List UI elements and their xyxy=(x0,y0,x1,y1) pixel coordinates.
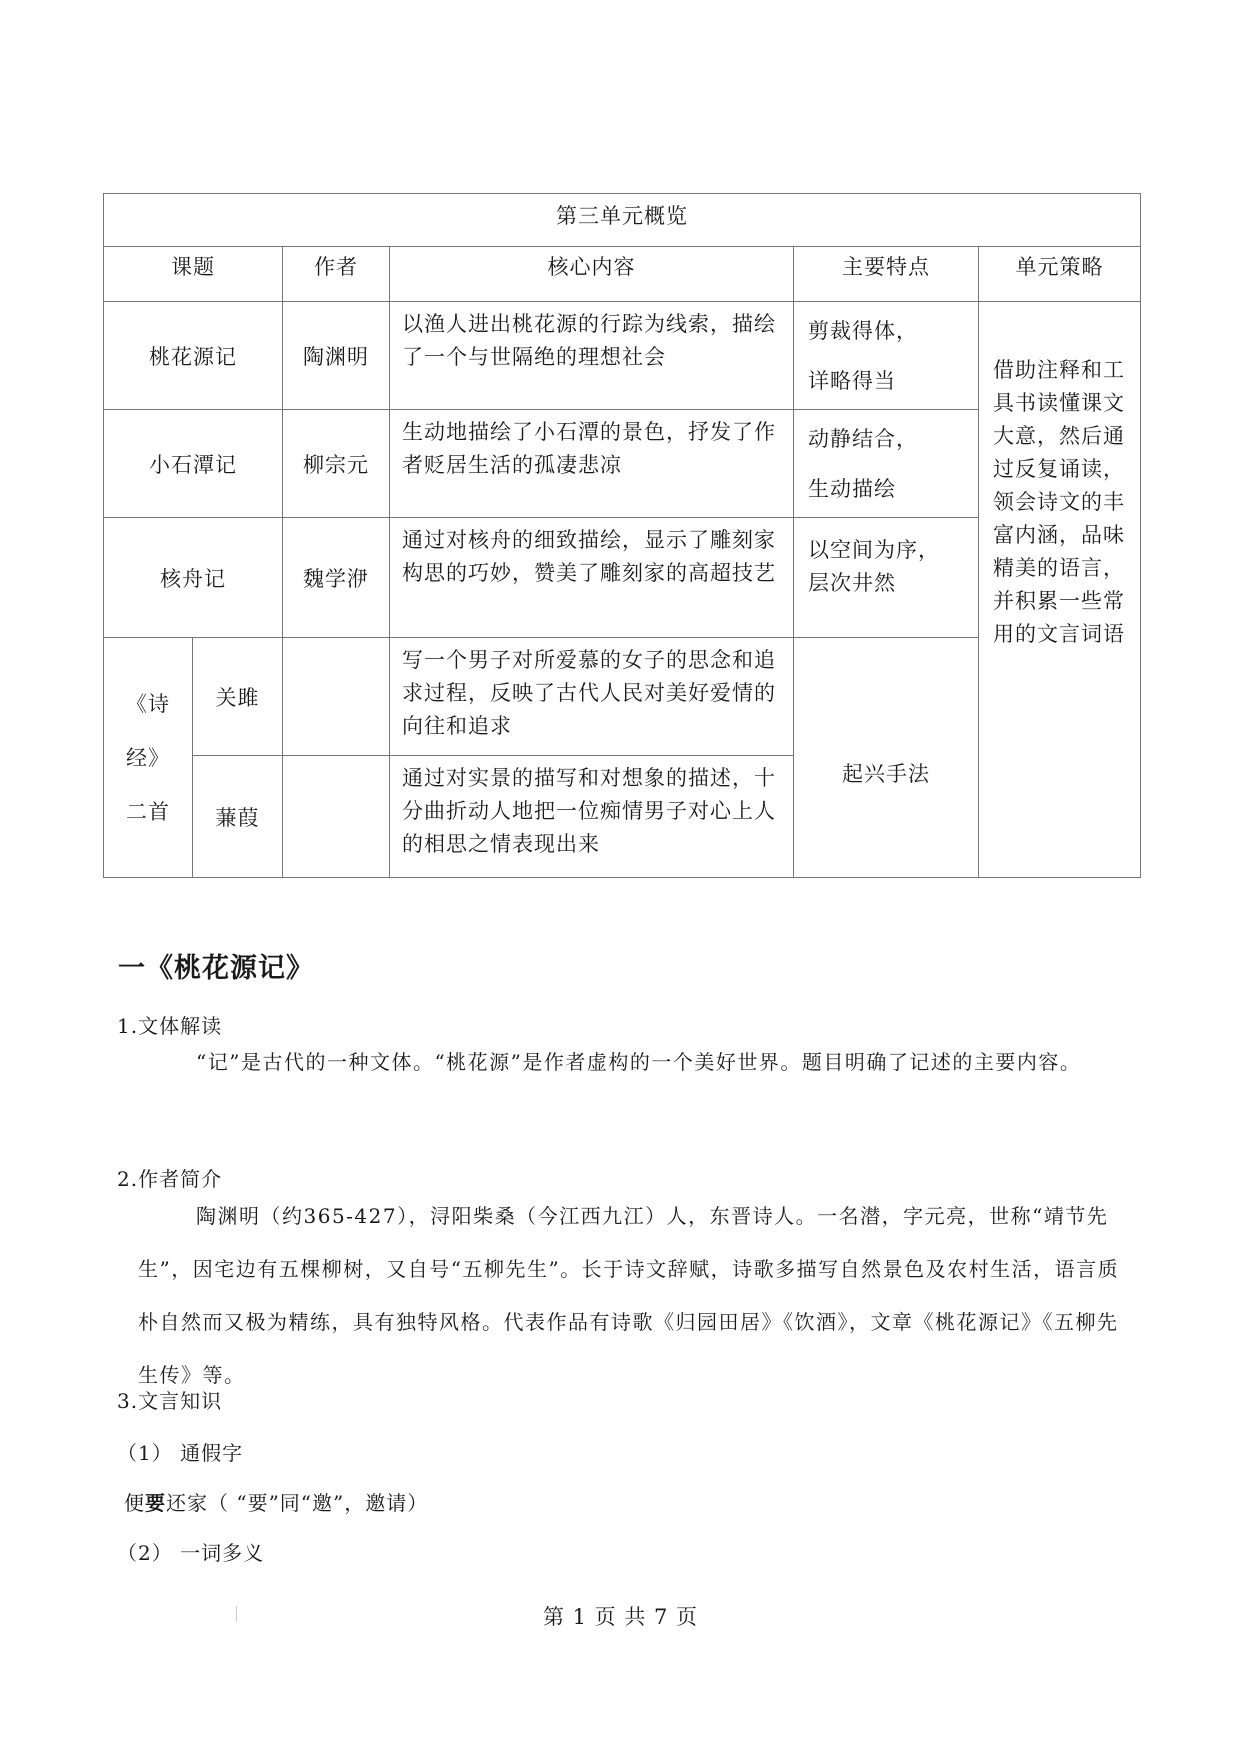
subsection-title-author: 2.作者简介 xyxy=(117,1167,223,1191)
lesson-feature xyxy=(794,302,979,410)
subsection-title-genre: 1.文体解读 xyxy=(117,1014,223,1038)
group-line: 《诗 xyxy=(126,691,170,716)
lesson-title: 核舟记 xyxy=(104,518,283,638)
feature-line: 层次井然 xyxy=(808,571,896,595)
lesson-content: 以渔人进出桃花源的行踪为线索，描绘了一个与世隔绝的理想社会 xyxy=(390,302,794,410)
author-paragraph: 陶渊明（约365-427），浔阳柴桑（今江西九江）人，东晋诗人。一名潜，字元亮，世称“靖节先生”，因宅边有五棵柳树，又自号“五柳先生”。长于诗文辞赋，诗歌多描写自然景色及农村生活，语言质朴自然而又极为精练，具有独特风格。代表作品有诗歌《归园田居》《饮酒》，文章《桃花源记》《五柳先生传》等。 xyxy=(138,1204,1120,1387)
group-line: 二首 xyxy=(126,799,170,824)
knowledge-item-tongjiazi: （1） 通假字 xyxy=(117,1441,244,1465)
subsection-title-knowledge: 3.文言知识 xyxy=(117,1389,223,1413)
poem-title: 关雎 xyxy=(193,638,283,756)
header-content: 核心内容 xyxy=(390,247,794,302)
unit-overview-table xyxy=(103,193,1141,878)
table-header-row xyxy=(104,247,1141,302)
section-heading: 一《桃花源记》 xyxy=(118,953,314,984)
poem-author xyxy=(283,638,390,756)
knowledge-item-polysemy: （2） 一词多义 xyxy=(117,1541,265,1565)
page-footer: 第 1 页 共 7 页 xyxy=(542,1605,699,1629)
lesson-content: 生动地描绘了小石潭的景色，抒发了作者贬居生活的孤凄悲凉 xyxy=(390,410,794,518)
lesson-author: 魏学洢 xyxy=(283,518,390,638)
feature-line: 动静结合， xyxy=(808,427,918,451)
lesson-content: 通过对核舟的细致描绘，显示了雕刻家构思的巧妙，赞美了雕刻家的高超技艺 xyxy=(390,518,794,638)
example-rest: 还家（ “要”同“邀”，邀请） xyxy=(166,1491,429,1515)
group-line: 经》 xyxy=(126,745,170,770)
header-author: 作者 xyxy=(283,247,390,302)
example-prefix: 便 xyxy=(124,1491,145,1515)
table-row xyxy=(104,302,1141,410)
feature-line: 以空间为序， xyxy=(808,538,940,562)
poem-author xyxy=(283,756,390,878)
lesson-author: 柳宗元 xyxy=(283,410,390,518)
lesson-author: 陶渊明 xyxy=(283,302,390,410)
unit-strategy: 借助注释和工具书读懂课文大意，然后通过反复诵读，领会诗文的丰富内涵，品味精美的语言，并积累一些常用的文言词语 xyxy=(979,302,1141,878)
poem-title: 蒹葭 xyxy=(193,756,283,878)
table-title: 第三单元概览 xyxy=(104,194,1141,247)
lesson-title: 桃花源记 xyxy=(104,302,283,410)
example-sentence xyxy=(124,1487,428,1516)
shijing-group-title xyxy=(104,638,193,878)
feature-line: 生动描绘 xyxy=(808,477,896,501)
lesson-feature xyxy=(794,410,979,518)
feature-line: 详略得当 xyxy=(808,369,896,393)
genre-paragraph: “记”是古代的一种文体。“桃花源”是作者虚构的一个美好世界。题目明确了记述的主要内容。 xyxy=(196,1050,1082,1074)
poem-content: 通过对实景的描写和对想象的描述，十分曲折动人地把一位痴情男子对心上人的相思之情表现出来 xyxy=(390,756,794,878)
lesson-title: 小石潭记 xyxy=(104,410,283,518)
header-strategy: 单元策略 xyxy=(979,247,1141,302)
poem-content: 写一个男子对所爱慕的女子的思念和追求过程，反映了古代人民对美好爱情的向往和追求 xyxy=(390,638,794,756)
lesson-feature xyxy=(794,518,979,638)
header-lesson: 课题 xyxy=(104,247,283,302)
header-feature: 主要特点 xyxy=(794,247,979,302)
example-keyword: 要 xyxy=(145,1491,166,1515)
shijing-feature: 起兴手法 xyxy=(794,638,979,878)
feature-line: 剪裁得体， xyxy=(808,319,918,343)
